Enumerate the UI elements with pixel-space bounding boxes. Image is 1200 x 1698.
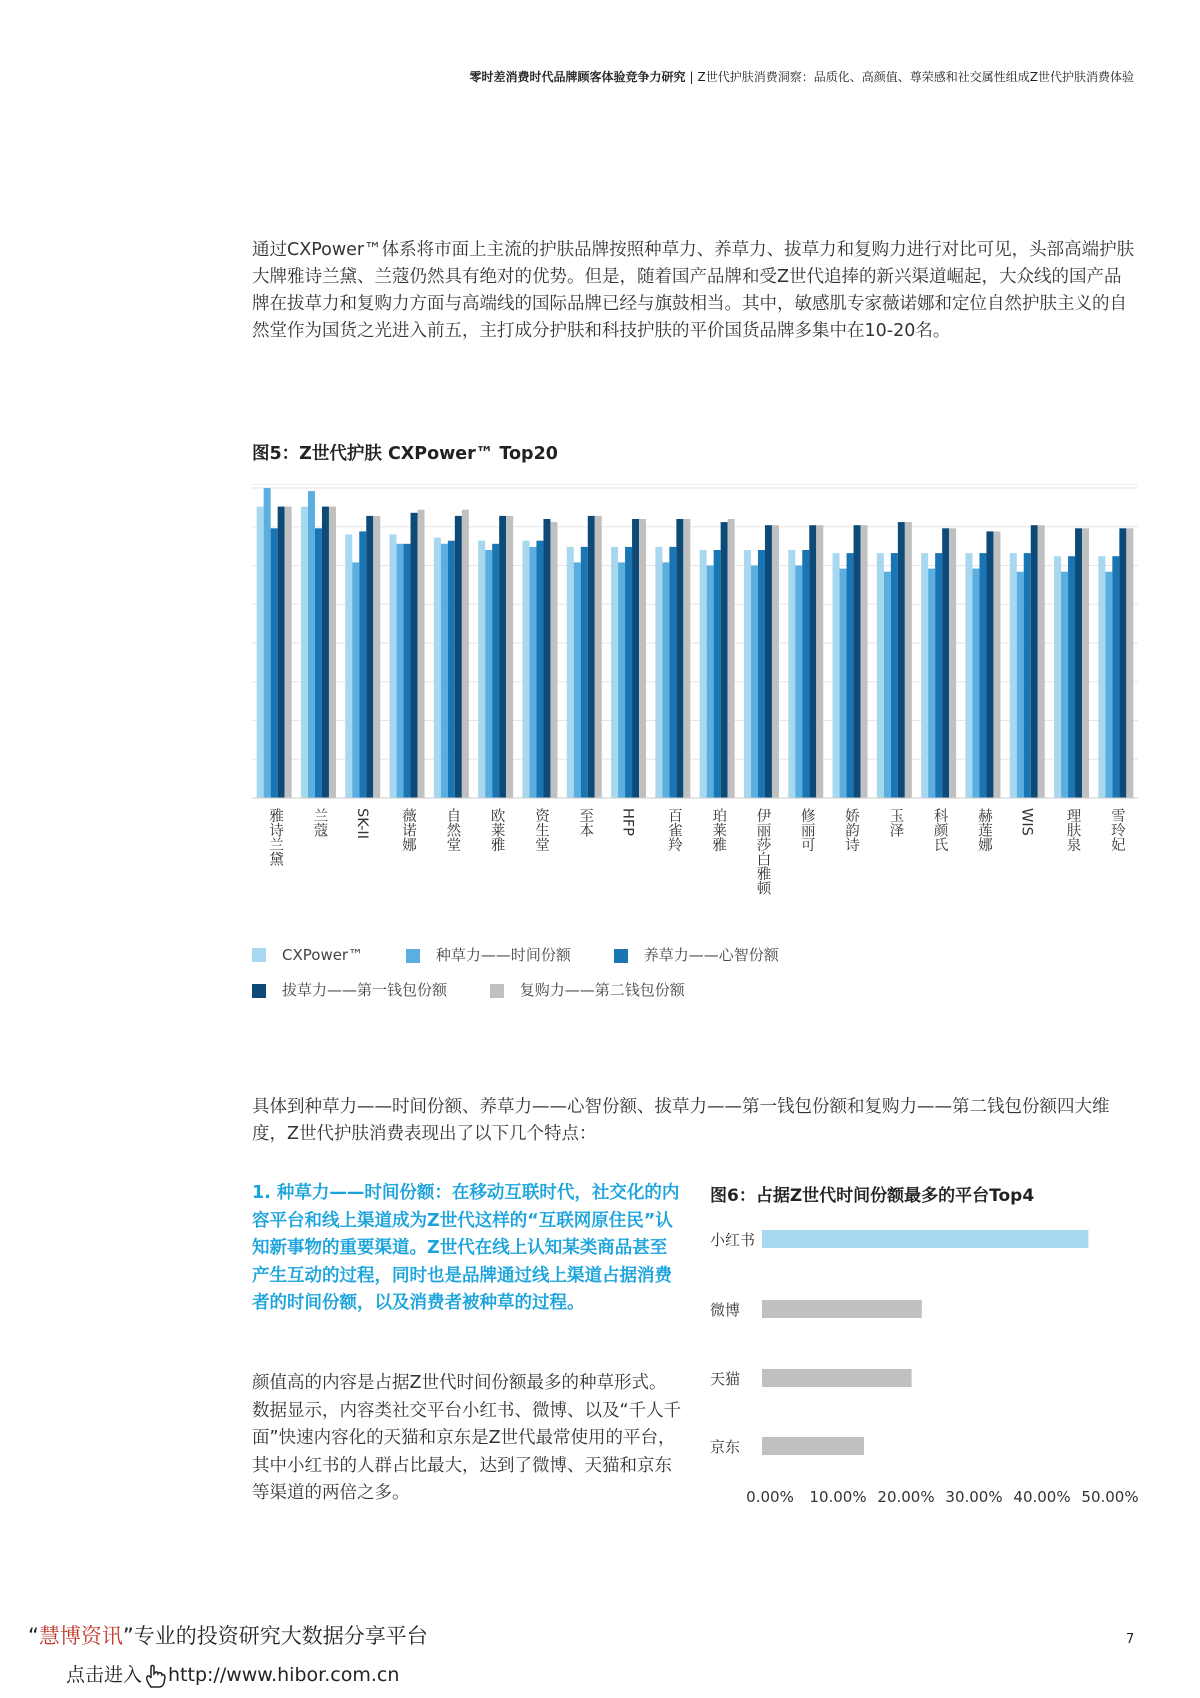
figure5-bar bbox=[455, 516, 462, 798]
figure6-title: 图6：占据Z世代时间份额最多的平台Top4 bbox=[710, 1186, 1035, 1206]
figure5-category-label: 百雀羚 bbox=[665, 808, 682, 852]
figure5-bar bbox=[935, 553, 942, 798]
figure5-bar bbox=[345, 535, 352, 799]
figure5-bar bbox=[884, 572, 891, 798]
figure5-legend bbox=[252, 944, 1138, 1014]
figure6-bar bbox=[762, 1300, 922, 1318]
figure5-bar bbox=[655, 547, 662, 798]
figure5-bar bbox=[1024, 553, 1031, 798]
figure5-bar bbox=[1010, 553, 1017, 798]
figure5-bar bbox=[611, 547, 618, 798]
figure6-category-label: 京东 bbox=[710, 1438, 741, 1456]
legend-item-fugou bbox=[490, 979, 685, 1000]
legend-swatch-fugou bbox=[490, 984, 504, 998]
figure5-bar bbox=[728, 519, 735, 798]
figure5-bar bbox=[329, 507, 336, 798]
figure5-category-label: 资生堂 bbox=[532, 808, 549, 852]
point1-highlight: 1. 种草力——时间份额：在移动互联时代，社交化的内容平台和线上渠道成为Z世代这样的“互联网原住民”认知新事物的重要渠道。Z世代在线上认知某类商品甚至产生互动的过程，同时也是品牌通过线上渠道占据消费者的时间份额，以及消费者被种草的过程。 bbox=[252, 1183, 680, 1313]
quote-open: “ bbox=[28, 1624, 39, 1648]
figure6-bar bbox=[762, 1230, 1088, 1248]
figure5-bar bbox=[257, 507, 264, 798]
figure5-bar bbox=[632, 519, 639, 798]
figure5-bar bbox=[550, 522, 557, 798]
figure5-bar bbox=[928, 569, 935, 798]
pointing-hand-icon[interactable] bbox=[144, 1663, 166, 1689]
figure5-category-label: 自然堂 bbox=[444, 808, 461, 852]
figure5-bar bbox=[1105, 572, 1112, 798]
figure5-bar bbox=[809, 525, 816, 798]
figure5-bar bbox=[1068, 556, 1075, 798]
enter-text[interactable]: 点击进入 bbox=[66, 1664, 143, 1686]
figure5-bar bbox=[418, 510, 425, 798]
figure5-bar bbox=[949, 528, 956, 798]
figure5-bar bbox=[301, 507, 308, 798]
after-chart-paragraph: 具体到种草力——时间份额、养草力——心智份额、拔草力——第一钱包份额和复购力——第二钱包份额四大维度，Z世代护肤消费表现出了以下几个特点： bbox=[252, 1097, 1110, 1144]
figure5-bar bbox=[816, 525, 823, 798]
figure5-bar bbox=[264, 488, 271, 798]
figure5-bar bbox=[979, 553, 986, 798]
figure5-category-label: 欧莱雅 bbox=[488, 808, 505, 852]
figure5-bar bbox=[1082, 528, 1089, 798]
figure5-category-label: 伊丽莎白雅顿 bbox=[754, 808, 771, 895]
legend-item-cxpower bbox=[252, 946, 363, 964]
figure5-bar bbox=[1098, 556, 1105, 798]
figure5-bar bbox=[795, 566, 802, 799]
figure5-bar bbox=[921, 553, 928, 798]
figure5-bar bbox=[891, 553, 898, 798]
figure5-bar bbox=[700, 550, 707, 798]
legend-swatch-cxpower bbox=[252, 948, 266, 962]
figure5-bar bbox=[595, 516, 602, 798]
figure6-tick-label: 20.00% bbox=[877, 1488, 935, 1506]
figure5-bar bbox=[758, 550, 765, 798]
figure5-bar bbox=[499, 516, 506, 798]
legend-label-zhongcao: 种草力——时间份额 bbox=[435, 946, 571, 964]
figure6-category-label: 天猫 bbox=[710, 1370, 741, 1388]
footer-slogan: 专业的投资研究大数据分享平台 bbox=[133, 1624, 428, 1648]
footer-url[interactable]: http://www.hibor.com.cn bbox=[168, 1664, 400, 1686]
figure5-bar bbox=[905, 522, 912, 798]
figure6-category-label: 微博 bbox=[710, 1301, 741, 1319]
figure5-category-label: 玉泽 bbox=[887, 808, 904, 837]
figure5-bar bbox=[485, 550, 492, 798]
figure5-bar bbox=[390, 535, 397, 799]
figure5-category-label: 理肤泉 bbox=[1064, 808, 1081, 852]
figure5-bar bbox=[721, 522, 728, 798]
figure5-category-labels bbox=[252, 808, 1138, 918]
figure5-bar bbox=[662, 562, 669, 798]
figure5-bar bbox=[567, 547, 574, 798]
figure5-bar bbox=[840, 569, 847, 798]
figure5-category-label: 雪玲妃 bbox=[1108, 808, 1125, 852]
figure5-bar bbox=[285, 507, 292, 798]
figure5-bar bbox=[676, 519, 683, 798]
figure5-bar bbox=[308, 491, 315, 798]
figure5-bar bbox=[965, 553, 972, 798]
legend-swatch-zhongcao bbox=[406, 949, 420, 963]
figure5-bar bbox=[942, 528, 949, 798]
footer-brand-line bbox=[28, 1620, 428, 1650]
figure5-bar bbox=[574, 562, 581, 798]
figure5-bar bbox=[581, 547, 588, 798]
header-separator: | bbox=[689, 70, 694, 84]
figure5-bar bbox=[625, 547, 632, 798]
figure6-chart bbox=[700, 1218, 1140, 1478]
figure5-bar bbox=[397, 544, 404, 798]
figure5-bar bbox=[1126, 528, 1133, 798]
page-header bbox=[469, 68, 1134, 85]
figure5-title: 图5：Z世代护肤 CXPower™ Top20 bbox=[252, 444, 558, 464]
figure5-chart bbox=[252, 484, 1138, 804]
figure5-bar bbox=[861, 525, 868, 798]
figure5-category-label: 娇韵诗 bbox=[843, 808, 860, 852]
figure5-category-label: 修丽可 bbox=[798, 808, 815, 852]
figure5-bar bbox=[448, 541, 455, 798]
figure5-bar bbox=[529, 547, 536, 798]
figure5-bar bbox=[639, 519, 646, 798]
figure5-bar bbox=[669, 547, 676, 798]
figure5-bar bbox=[1031, 525, 1038, 798]
figure5-bar bbox=[441, 544, 448, 798]
point1-body: 颜值高的内容是占据Z世代时间份额最多的种草形式。数据显示，内容类社交平台小红书、微博、以及“千人千面”快速内容化的天猫和京东是Z世代最常使用的平台，其中小红书的人群占比最大，达到了微博、天猫和京东等渠道的两倍之多。 bbox=[252, 1373, 682, 1503]
figure5-bar bbox=[788, 550, 795, 798]
figure5-bar bbox=[366, 516, 373, 798]
figure5-bar bbox=[618, 562, 625, 798]
figure5-category-label: HFP bbox=[619, 808, 636, 836]
legend-label-cxpower: CXPower™ bbox=[282, 945, 364, 964]
figure6-tick-label: 10.00% bbox=[809, 1488, 867, 1506]
legend-item-yangcao bbox=[614, 944, 779, 965]
figure5-category-label: 科颜氏 bbox=[931, 808, 948, 852]
figure5-bar bbox=[278, 507, 285, 798]
figure5-bar bbox=[707, 566, 714, 799]
figure5-bar bbox=[373, 516, 380, 798]
figure5-bar bbox=[744, 550, 751, 798]
figure5-bar bbox=[877, 553, 884, 798]
figure5-bar bbox=[522, 541, 529, 798]
figure6-bar bbox=[762, 1437, 864, 1455]
figure5-category-label: WIS bbox=[1018, 808, 1035, 836]
legend-swatch-bacao bbox=[252, 984, 266, 998]
legend-label-bacao: 拔草力——第一钱包份额 bbox=[282, 981, 448, 999]
figure5-category-label: 兰蔻 bbox=[311, 808, 328, 837]
section-title: Z世代护肤消费洞察：品质化、高颜值、尊荣感和社交属性组成Z世代护肤消费体验 bbox=[697, 70, 1134, 84]
figure5-bar bbox=[1017, 572, 1024, 798]
legend-swatch-yangcao bbox=[614, 949, 628, 963]
figure5-bar bbox=[1119, 528, 1126, 798]
figure5-bar bbox=[543, 519, 550, 798]
intro-paragraph: 通过CXPower™体系将市面上主流的护肤品牌按照种草力、养草力、拔草力和复购力进行对比可见，头部高端护肤大牌雅诗兰黛、兰蔻仍然具有绝对的优势。但是，随着国产品牌和受Z世代追捧的新兴渠道崛起，大众线的国产品牌在拔草力和复购力方面与高端线的国际品牌已经与旗鼓相当。其中，敏感肌专家薇诺娜和定位自然护肤主义的自然堂作为国货之光进入前五，主打成分护肤和科技护肤的平价国货品牌多集中在10-20名。 bbox=[252, 240, 1135, 341]
legend-item-bacao bbox=[252, 979, 447, 1000]
figure5-bar bbox=[1075, 528, 1082, 798]
figure5-bar bbox=[772, 525, 779, 798]
figure5-category-label: 薇诺娜 bbox=[400, 808, 417, 852]
figure5-bar bbox=[847, 553, 854, 798]
figure5-category-label: 至本 bbox=[577, 808, 594, 837]
figure5-bar bbox=[1112, 556, 1119, 798]
figure6-bar bbox=[762, 1369, 912, 1387]
figure5-bar bbox=[359, 531, 366, 798]
figure5-bar bbox=[1061, 572, 1068, 798]
figure5-bar bbox=[898, 522, 905, 798]
figure5-bar bbox=[588, 516, 595, 798]
figure5-bar bbox=[404, 544, 411, 798]
figure5-bar bbox=[833, 553, 840, 798]
figure5-bar bbox=[536, 541, 543, 798]
figure5-bar bbox=[751, 566, 758, 799]
report-title: 零时差消费时代品牌顾客体验竞争力研究 bbox=[469, 70, 686, 84]
figure5-category-label: SK-II bbox=[353, 808, 370, 839]
figure5-bar bbox=[854, 525, 861, 798]
figure5-category-label: 珀莱雅 bbox=[710, 808, 727, 852]
figure5-bar bbox=[506, 516, 513, 798]
legend-label-yangcao: 养草力——心智份额 bbox=[643, 946, 779, 964]
legend-item-zhongcao bbox=[406, 944, 571, 965]
figure5-bar bbox=[434, 538, 441, 798]
figure5-bar bbox=[352, 562, 359, 798]
figure5-bar bbox=[462, 510, 469, 798]
figure6-tick-label: 30.00% bbox=[945, 1488, 1003, 1506]
figure5-bar bbox=[322, 507, 329, 798]
footer-link-line[interactable] bbox=[66, 1660, 399, 1689]
quote-close: ” bbox=[122, 1624, 134, 1648]
page-number: 7 bbox=[1126, 1632, 1135, 1647]
figure5-bar bbox=[993, 531, 1000, 798]
figure5-bar bbox=[1038, 525, 1045, 798]
figure5-bar bbox=[411, 513, 418, 798]
figure5-bar bbox=[1054, 556, 1061, 798]
legend-label-fugou: 复购力——第二钱包份额 bbox=[519, 981, 685, 999]
figure5-bar bbox=[683, 519, 690, 798]
figure5-bar bbox=[271, 528, 278, 798]
figure5-bar bbox=[492, 544, 499, 798]
figure5-bar bbox=[714, 550, 721, 798]
figure5-bar bbox=[315, 528, 322, 798]
figure6-tick-label: 50.00% bbox=[1081, 1488, 1139, 1506]
brand-name: 慧博资讯 bbox=[38, 1624, 123, 1648]
figure5-category-label: 雅诗兰黛 bbox=[267, 808, 284, 866]
figure5-bar bbox=[986, 531, 993, 798]
figure5-category-label: 赫莲娜 bbox=[975, 808, 992, 852]
figure6-tick-label: 0.00% bbox=[746, 1488, 794, 1506]
figure5-bar bbox=[765, 525, 772, 798]
figure6-tick-label: 40.00% bbox=[1013, 1488, 1071, 1506]
figure6-category-label: 小红书 bbox=[710, 1231, 756, 1249]
figure5-bar bbox=[972, 569, 979, 798]
figure5-bar bbox=[802, 550, 809, 798]
figure5-bar bbox=[478, 541, 485, 798]
